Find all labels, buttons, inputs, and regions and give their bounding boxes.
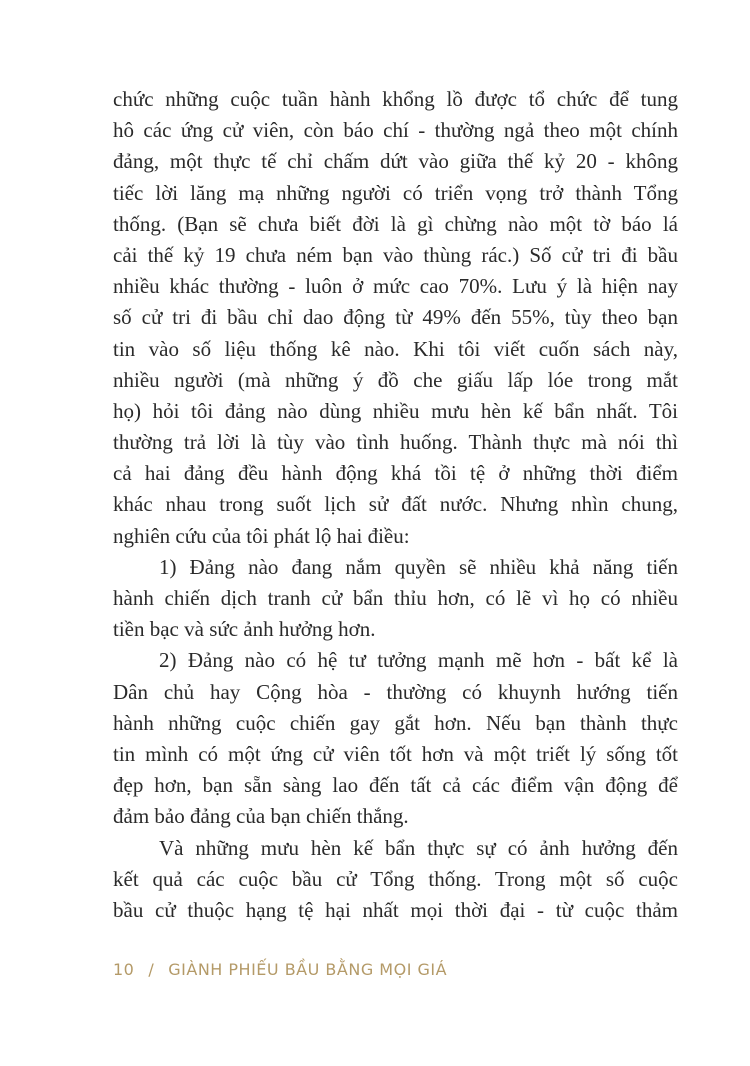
text-line: Và những mưu hèn kế bẩn thực sự có ảnh hưởng đến	[159, 835, 678, 860]
text-line: cả hai đảng đều hành động khá tồi tệ ở những thời điểm	[113, 461, 678, 486]
text-line: khác nhau trong suốt lịch sử đất nước. Nhưng nhìn chung,	[113, 492, 678, 517]
body-text	[113, 84, 678, 926]
page-number: 10	[113, 960, 135, 979]
text-line: tin vào số liệu thống kê nào. Khi tôi viết cuốn sách này,	[113, 336, 678, 361]
text-line: nhiều khác thường - luôn ở mức cao 70%. Lưu ý là hiện nay	[113, 274, 678, 299]
text-line: tiếc lời lăng mạ những người có triển vọng trở thành Tổng	[113, 180, 678, 205]
text-line: kết quả các cuộc bầu cử Tổng thống. Trong một số cuộc	[113, 866, 678, 891]
text-line: tiền bạc và sức ảnh hưởng hơn.	[113, 617, 376, 642]
text-line: chức những cuộc tuần hành khổng lồ được tổ chức để tung	[113, 87, 678, 111]
text-line: hành những cuộc chiến gay gắt hơn. Nếu bạn thành thực	[113, 710, 678, 735]
text-line: Dân chủ hay Cộng hòa - thường có khuynh hướng tiến	[113, 679, 678, 704]
text-line: tin mình có một ứng cử viên tốt hơn và một triết lý sống tốt	[113, 741, 678, 766]
text-line: cải thế kỷ 19 chưa ném bạn vào thùng rác.) Số cử tri đi bầu	[113, 242, 678, 267]
running-title: GIÀNH PHIẾU BẦU BẰNG MỌI GIÁ	[168, 960, 448, 979]
text-line: thống. (Bạn sẽ chưa biết đời là gì chừng nào một tờ báo lá	[113, 211, 678, 236]
text-line: 2) Đảng nào có hệ tư tưởng mạnh mẽ hơn - bất kể là	[159, 648, 678, 673]
text-line: họ) hỏi tôi đảng nào dùng nhiều mưu hèn kế bẩn nhất. Tôi	[113, 398, 678, 423]
text-line: hô các ứng cử viên, còn báo chí - thường ngả theo một chính	[113, 118, 678, 143]
text-line: đảng, một thực tế chỉ chấm dứt vào giữa thế kỷ 20 - không	[113, 149, 678, 174]
text-line: hành chiến dịch tranh cử bẩn thỉu hơn, có lẽ vì họ có nhiều	[113, 586, 678, 610]
text-line: số cử tri đi bầu chỉ dao động từ 49% đến 55%, tùy theo bạn	[113, 305, 678, 330]
text-line: nghiên cứu của tôi phát lộ hai điều:	[113, 523, 410, 548]
text-line: 1) Đảng nào đang nắm quyền sẽ nhiều khả năng tiến	[159, 554, 678, 579]
text-line: đẹp hơn, bạn sẵn sàng lao đến tất cả các điểm vận động để	[113, 773, 678, 798]
text-line: đảm bảo đảng của bạn chiến thắng.	[113, 804, 409, 829]
page-footer	[113, 960, 461, 979]
text-line: thường trả lời là tùy vào tình huống. Thành thực mà nói thì	[113, 430, 678, 455]
footer-separator: /	[148, 960, 155, 979]
text-line: nhiều người (mà những ý đồ che giấu lấp lóe trong mắt	[113, 367, 678, 392]
text-line: bầu cử thuộc hạng tệ hại nhất mọi thời đại - từ cuộc thảm	[113, 897, 678, 922]
